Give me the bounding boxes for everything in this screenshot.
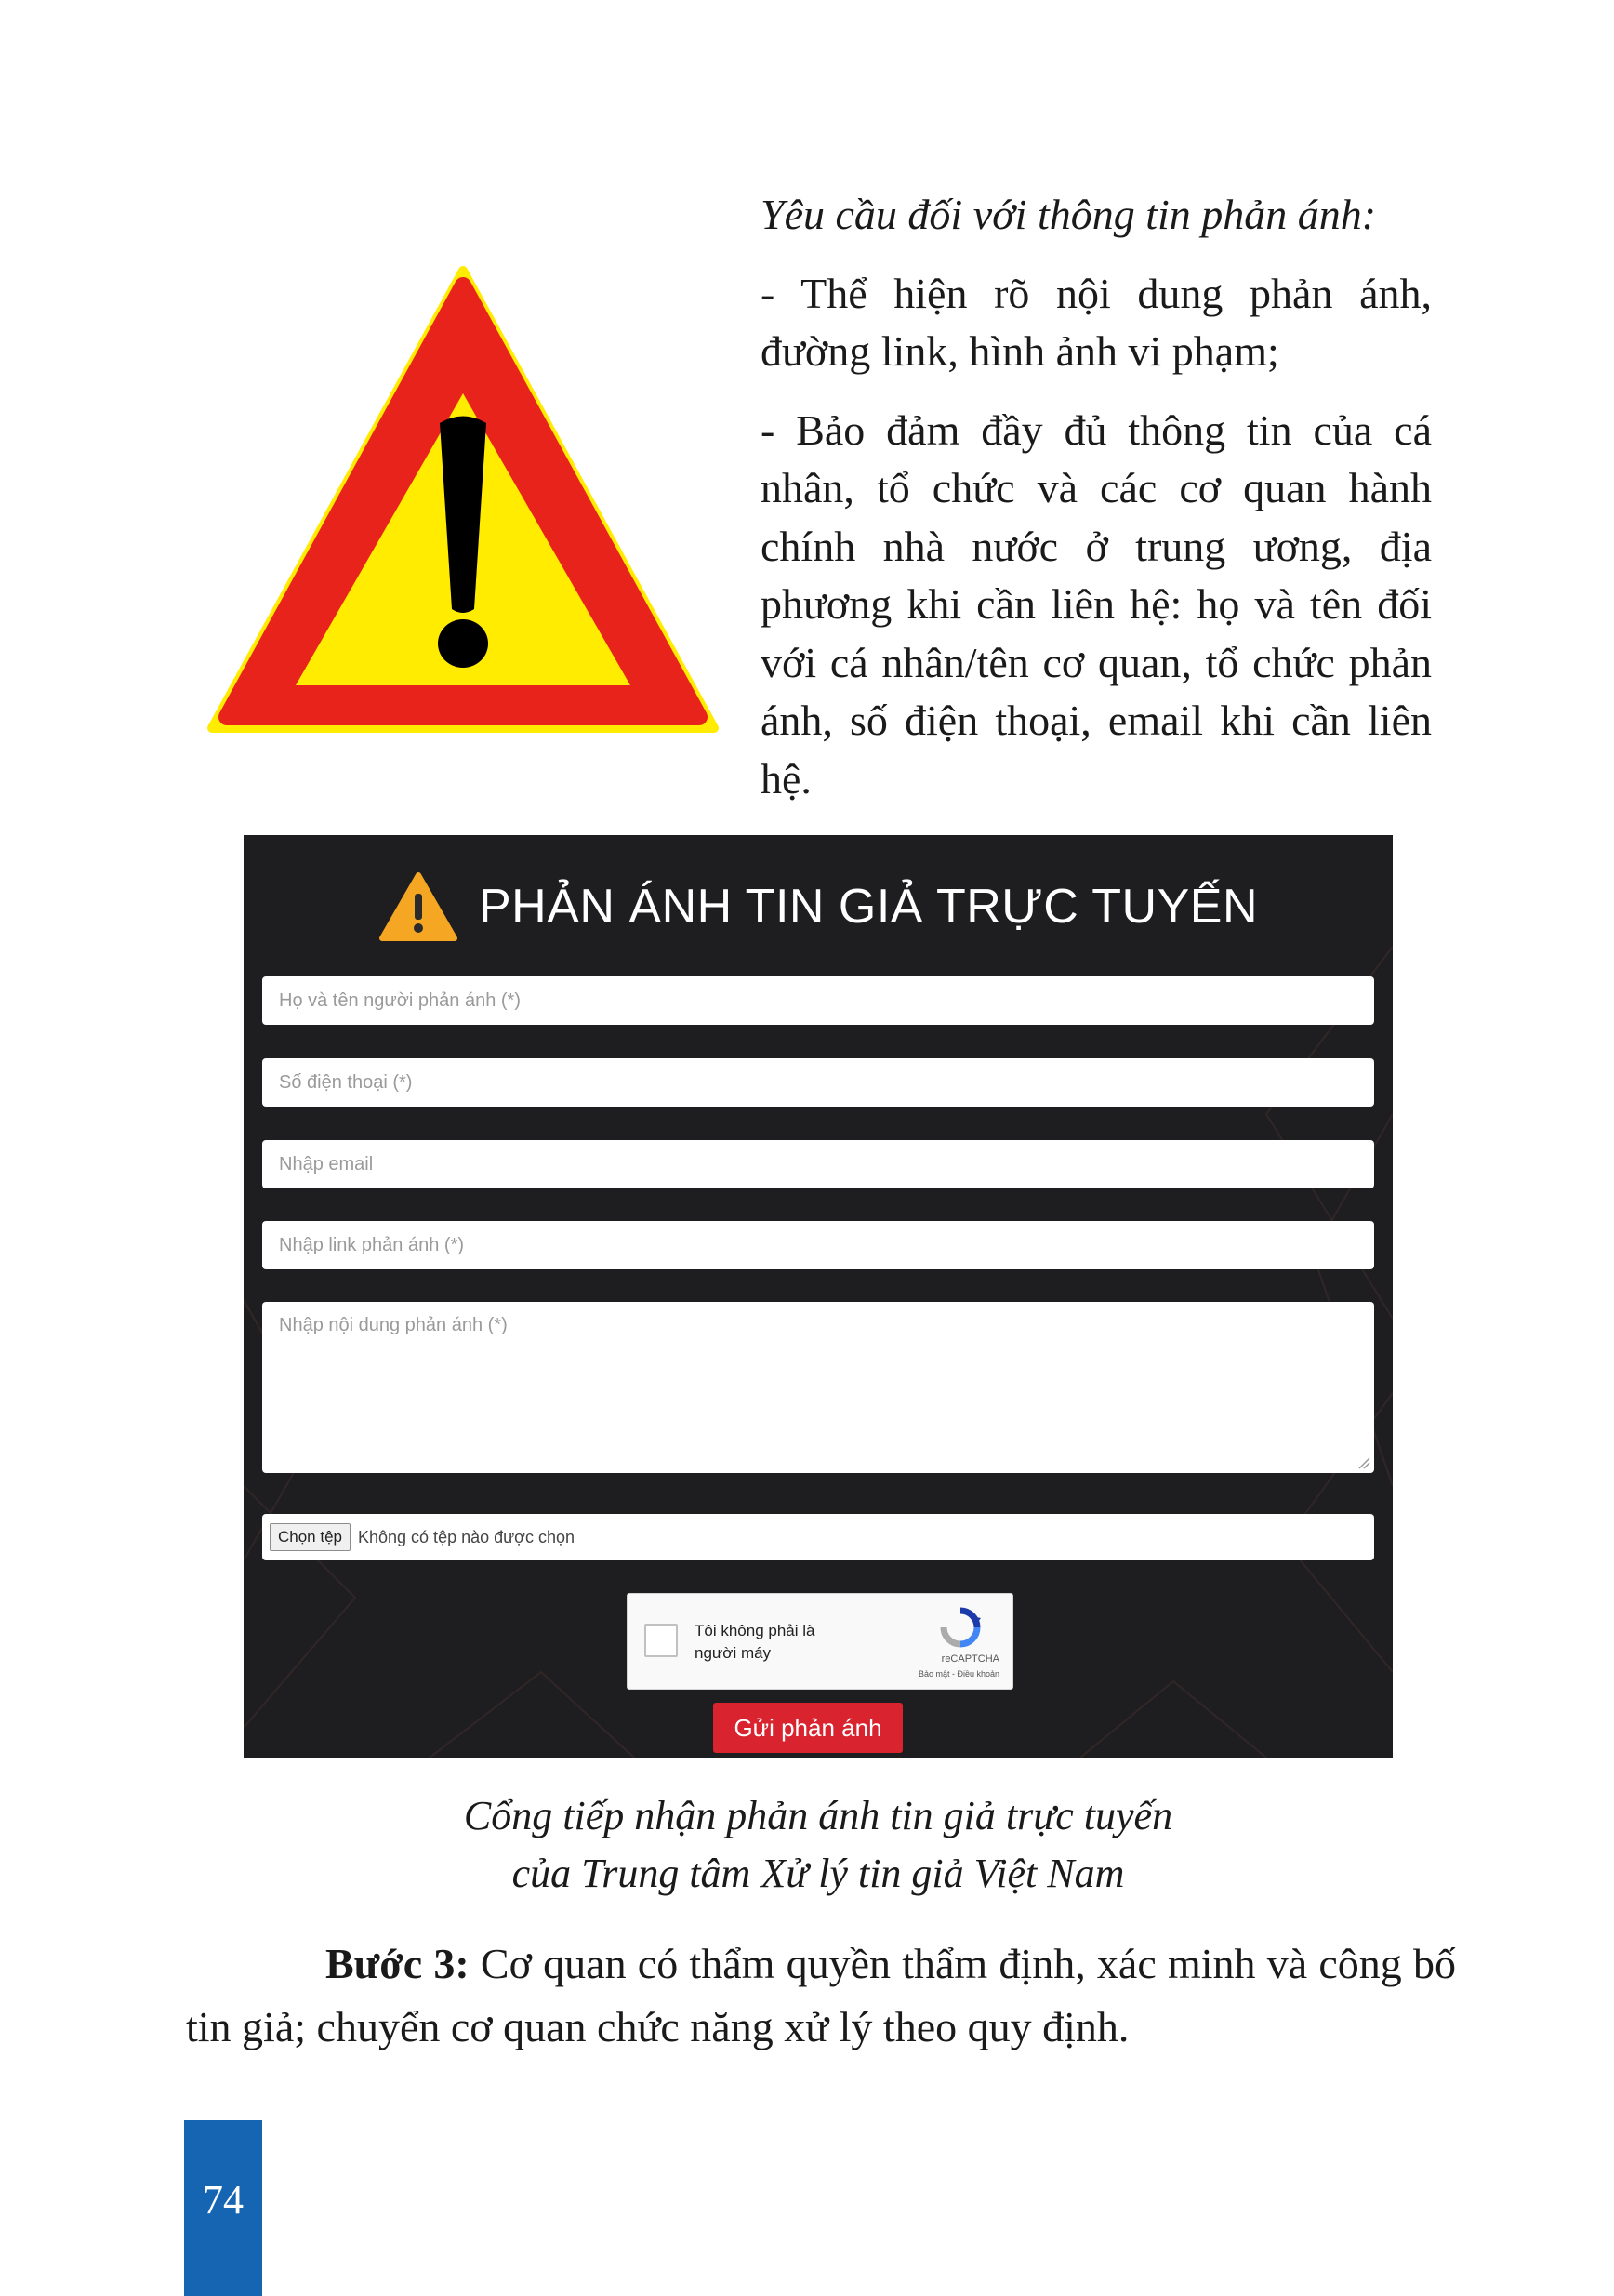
caption-line-1: Cổng tiếp nhận phản ánh tin giả trực tuyến — [463, 1793, 1173, 1838]
content-textarea[interactable] — [262, 1302, 1374, 1473]
requirements-block — [761, 186, 1432, 829]
submit-report-button[interactable]: Gửi phản ánh — [713, 1703, 903, 1753]
captcha-brand: reCAPTCHA — [941, 1653, 999, 1665]
figure-caption — [279, 1787, 1357, 1903]
phone-field[interactable]: Số điện thoại (*) — [262, 1058, 1374, 1107]
content-placeholder: Nhập nội dung phản ánh (*) — [279, 1315, 508, 1335]
page-number: 74 — [203, 2177, 244, 2223]
form-header — [244, 865, 1393, 949]
resize-handle-icon[interactable] — [1357, 1456, 1370, 1469]
fake-news-report-form — [244, 835, 1393, 1758]
requirement-item: - Bảo đảm đầy đủ thông tin của cá nhân, tổ chức và các cơ quan hành chính nhà nước ở trung ương, địa phương khi cần liên hệ: họ và tên đối với cá nhân/tên cơ quan, tổ chức phản ánh, số điện thoại, email khi cần liên hệ. — [761, 405, 1432, 803]
warning-triangle-icon — [206, 265, 720, 737]
form-title: PHẢN ÁNH TIN GIẢ TRỰC TUYẾN — [478, 880, 1259, 934]
captcha-checkbox[interactable] — [644, 1624, 678, 1657]
step-text: Cơ quan có thẩm quyền thẩm định, xác minh và công bố tin giả; chuyển cơ quan chức năng xử lý theo quy định. — [186, 1940, 1456, 2050]
step-label: Bước 3: — [325, 1940, 470, 1987]
captcha-label: Tôi không phải là người máy — [695, 1622, 815, 1662]
warning-icon — [378, 871, 458, 942]
recaptcha-widget — [627, 1593, 1013, 1690]
captcha-links[interactable]: Bảo mật - Điều khoản — [918, 1669, 999, 1679]
caption-line-2: của Trung tâm Xử lý tin giả Việt Nam — [511, 1851, 1125, 1896]
file-upload-row — [262, 1514, 1374, 1560]
requirement-item: - Thể hiện rõ nội dung phản ánh, đường link, hình ảnh vi phạm; — [761, 269, 1432, 375]
page-number-tab — [184, 2120, 262, 2296]
link-field[interactable]: Nhập link phản ánh (*) — [262, 1221, 1374, 1269]
recaptcha-logo-icon — [938, 1607, 983, 1648]
name-field[interactable]: Họ và tên người phản ánh (*) — [262, 976, 1374, 1025]
email-field[interactable]: Nhập email — [262, 1140, 1374, 1188]
choose-file-button[interactable]: Chọn tệp — [270, 1523, 351, 1551]
step-paragraph — [186, 1932, 1456, 2059]
file-status: Không có tệp nào được chọn — [358, 1527, 575, 1546]
requirements-title: Yêu cầu đối với thông tin phản ánh: — [761, 191, 1377, 238]
